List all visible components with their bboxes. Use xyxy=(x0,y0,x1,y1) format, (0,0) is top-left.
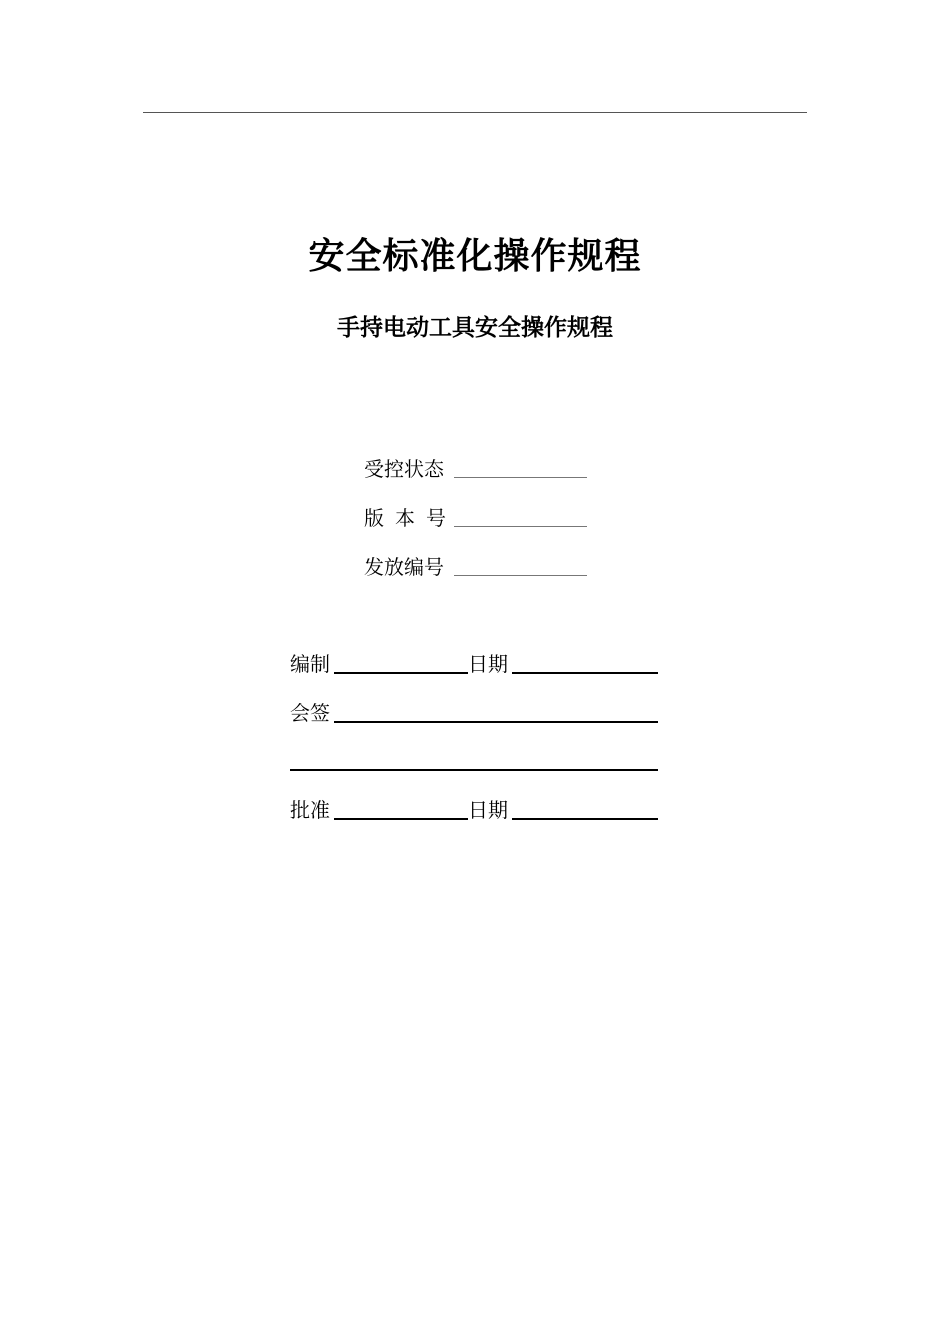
control-status-row xyxy=(364,452,587,482)
version-number-blank[interactable] xyxy=(454,526,587,527)
approve-date-label: 日期 xyxy=(468,798,508,822)
approve-date-blank[interactable] xyxy=(512,818,658,820)
document-sub-title: 手持电动工具安全操作规程 xyxy=(337,314,613,341)
control-status-label: 受控状态 xyxy=(364,457,444,481)
issue-number-blank[interactable] xyxy=(454,575,587,576)
issue-number-row xyxy=(364,550,587,580)
approve-label: 批准 xyxy=(290,798,330,822)
approve-blank[interactable] xyxy=(334,818,468,820)
version-number-label: 版本号 xyxy=(364,506,457,530)
header-rule xyxy=(143,112,807,113)
control-status-blank[interactable] xyxy=(454,477,587,478)
version-number-row xyxy=(364,501,587,531)
countersign-extra-row xyxy=(290,744,658,774)
countersign-label: 会签 xyxy=(290,701,330,725)
compile-row xyxy=(290,647,658,677)
compile-blank[interactable] xyxy=(334,672,468,674)
approve-row xyxy=(290,793,658,823)
compile-date-label: 日期 xyxy=(468,652,508,676)
document-main-title: 安全标准化操作规程 xyxy=(308,235,642,277)
compile-date-blank[interactable] xyxy=(512,672,658,674)
countersign-blank[interactable] xyxy=(334,721,658,723)
countersign-row xyxy=(290,696,658,726)
compile-label: 编制 xyxy=(290,652,330,676)
countersign-extra-blank[interactable] xyxy=(290,769,658,771)
issue-number-label: 发放编号 xyxy=(364,555,444,579)
